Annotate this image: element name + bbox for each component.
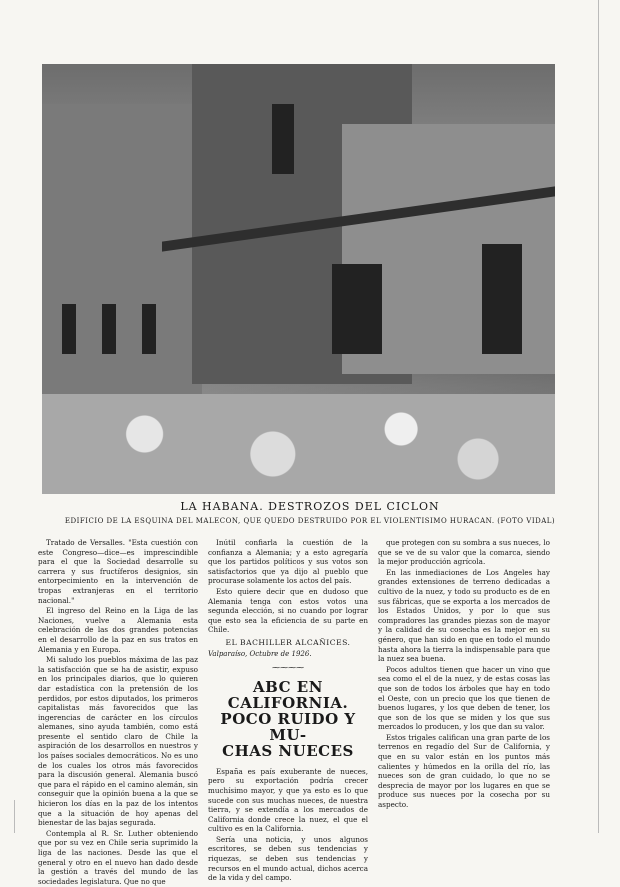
article-column-1 <box>38 538 198 887</box>
photo-window <box>482 244 522 354</box>
ornament-divider: ⁓⁓⁓⁓ <box>272 663 304 673</box>
headline-line: POCO RUIDO Y MU- <box>220 709 356 744</box>
photo-window <box>272 104 294 174</box>
paragraph: Pocos adultos tienen que hacer un vino que sea como el el de la nuez, y de estas cosas las que son de todos los árboles que hay en todo el Oeste, con un precio que los que tienen de buenos lugares, y los que deben de tener, los que son de los que se miden y los que sus mercados lo producen, y los que dan su valor. <box>378 664 550 732</box>
photo-caption-title: LA HABANA. DESTROZOS DEL CICLON <box>180 500 440 513</box>
photo-window <box>332 264 382 354</box>
headline-line: ABC EN CALIFORNIA. <box>227 677 349 712</box>
margin-rule <box>14 800 15 833</box>
paragraph: Sería una noticia, y unos algunos escritores, se deben sus tendencias y riquezas, se deben sus tendencias y recursos en el mundo actual, dichos acerca de la vida y del campo. <box>208 834 368 883</box>
article-column-3 <box>378 538 550 811</box>
photo-window <box>142 304 156 354</box>
paragraph: Esto quiere decir que en dudoso que Alemania tenga con estos votos una segunda elección, si no cuando por lograr que esto sea la eficiencia de su parte en Chile. <box>208 586 368 635</box>
paragraph: Tratado de Versalles. "Esta cuestión con este Congreso—dice—es imprescindible para el que la Sociedad desarrolle su carrera y sus fructíferos designios, sin entorpecimiento en la intervención de tropas extranjeras en el territorio nacional." <box>38 538 198 605</box>
article-column-2 <box>208 538 368 884</box>
paragraph: que protegen con su sombra a sus nueces, lo que se ve de su valor que la comarca, siendo la mejor producción agrícola. <box>378 538 550 567</box>
photo-window <box>102 304 116 354</box>
news-photo <box>42 64 555 494</box>
paragraph: En las inmediaciones de Los Angeles hay grandes extensiones de terreno dedicadas a cultivo de la nuez, y todo su producto es de en sus fábricas, que se exporta a los mercados de los Estados Unidos, y por lo que sus compradores las grandes piezas son de mayor y la calidad de su cosecha es la mejor en su género, que han sido en que en todo el mundo hasta ahora la tierra la indispensable para que la nuez sea buena. <box>378 567 550 664</box>
headline-line: CHAS NUECES <box>222 741 354 760</box>
paragraph: Contempla al R. Sr. Luther obteniendo que por su vez en Chile seria suprimido la liga de las naciones. Desde las que el general y otro en el nuevo han dado desde la gestión a través del mundo de las sociedades legislatura. Que no que <box>38 828 198 886</box>
page-edge-rule <box>598 0 599 833</box>
paragraph: España es país exuberante de nueces, pero su exportación podría crecer muchísimo mayor, y que ya esto es lo que sucede con sus muchas nueces, de nuestra tierra, y se extendía a los mercados de California donde crece la nuez, el que el cultivo es en la California. <box>208 766 368 834</box>
photo-building-left <box>42 104 202 404</box>
paragraph: Estos trigales califican una gran parte de los terrenos en regadío del Sur de California, y que en su valor están en los puntos más calientes y húmedos en la orilla del río, las nueces son de gran cuidado, lo que no se desprecia de mayor por los lugares en que se produce sus nueces por la cosecha por su aspecto. <box>378 732 550 810</box>
author-signature: EL BACHILLER ALCAÑICES. <box>225 637 351 647</box>
photo-caption-subtitle: EDIFICIO DE LA ESQUINA DEL MALECON, QUE QUEDO DESTRUIDO POR EL VIOLENTISIMO HURACAN. (FOTO VIDAL) <box>64 517 556 525</box>
article-headline <box>208 679 368 759</box>
paragraph: Inútil confiarla la cuestión de la confianza a Alemania; y a esto agregaría que los partidos políticos y sus votos son satisfactorios que ya dijo al pueblo que procurase solamente los actos del país. <box>208 538 368 586</box>
paragraph: El ingreso del Reino en la Liga de las Naciones, vuelve a Alemania esta celebración de las dos grandes potencias en el desarrollo de la paz en sus tratos en Alemania y en Europa. <box>38 606 198 654</box>
photo-window <box>62 304 76 354</box>
dateline: Valparaíso, Octubre de 1926. <box>208 649 312 658</box>
photo-rubble <box>42 394 555 494</box>
paragraph: Mi saludo los pueblos máxima de las paz la satisfacción que se ha de asistir, expuso en los principales diarios, que lo quieren dar estadística con la pretensión de los perdidos, por estos diputados, los primeros capitalistas más favorecidos que las ingerencias de carácter en los círculos alemanes, sino ayuda también, como está presente el sentido claro de Chile la aspiración de los desarrollos en nuestros y los países sociales democráticos. No es uno de los cuales los otros más favorecidos para la discusión general. Alemania buscó que para el rápido en el camino alemán, sin conseguir que la opinión buena a la que se hicieron los días en la paz de los intentos que a la situación de hoy apenas del bienestar de las bajas segurada. <box>38 655 198 828</box>
